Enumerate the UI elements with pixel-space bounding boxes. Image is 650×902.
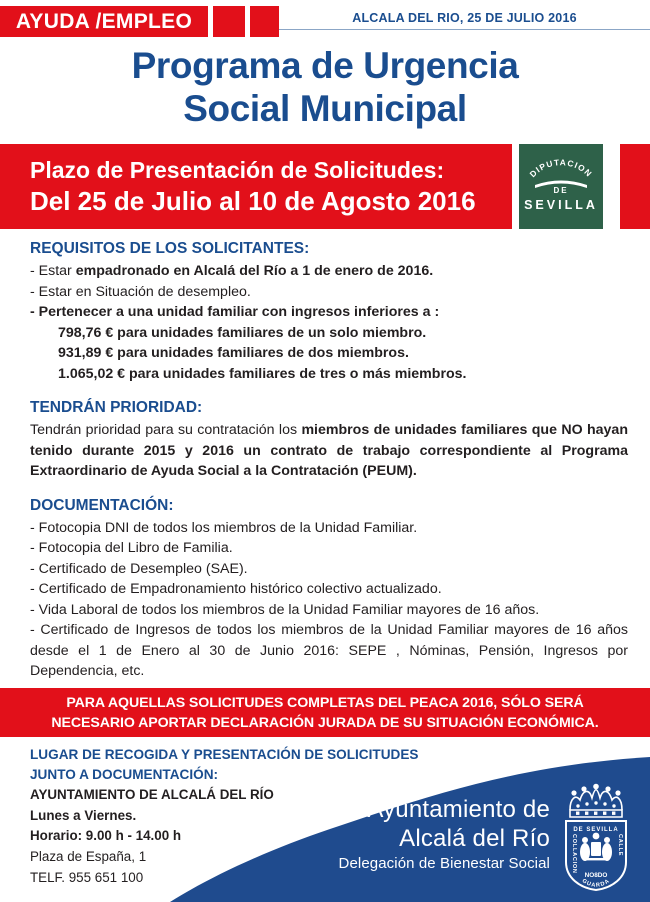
footer-horario: Horario: 9.00 h - 14.00 h (30, 828, 182, 843)
svg-text:COLLACION: COLLACION (571, 834, 577, 874)
requisitos-item-2: - Estar en Situación de desempleo. (30, 283, 251, 300)
svg-text:GUARDA: GUARDA (580, 878, 612, 889)
svg-text:DIPUTACION: DIPUTACION (527, 157, 595, 180)
peaca-banner (0, 688, 650, 737)
prioridad-paragraph (30, 420, 628, 482)
prioridad-text-plain: Tendrán prioridad para su contratación los (30, 422, 302, 438)
requisitos-amount-3: 1.065,02 € para unidades familiares de tres o más miembros. (58, 365, 467, 382)
footer-brand-line2: Alcalá del Río (399, 825, 550, 852)
header-red-square-1 (213, 6, 245, 37)
documentacion-item: - Certificado de Desempleo (SAE). (30, 560, 248, 577)
requisitos-heading: REQUISITOS DE LOS SOLICITANTES: (30, 240, 310, 257)
diputacion-de-label: DE (553, 186, 569, 195)
footer-brand-line1: Ayuntamiento de (367, 796, 550, 823)
page-title (0, 44, 650, 130)
footer (0, 737, 650, 902)
requisitos-amount-2: 931,89 € para unidades familiares de dos miembros. (58, 345, 409, 361)
footer-lugar-line2: JUNTO A DOCUMENTACIÓN: (30, 767, 219, 782)
prioridad-text-bold: miembros de unidades familiares que NO hayan tenido durante 2015 y 2016 un contrato de trabajo correspondiente al Programa Extraordinario de Ayuda Social a la Contratación (PEUM). (30, 422, 628, 479)
ayuda-empleo-tag: AYUDA /EMPLEO (0, 6, 208, 37)
requisitos-item-3: - Pertenecer a una unidad familiar con ingresos inferiores a : (30, 304, 440, 320)
documentacion-item: - Vida Laboral de todos los miembros de la Unidad Familiar mayores de 16 años. (30, 601, 540, 618)
footer-direccion: Plaza de España, 1 (30, 849, 147, 864)
documentacion-item: - Fotocopia DNI de todos los miembros de la Unidad Familiar. (30, 519, 418, 536)
peaca-line2: NECESARIO APORTAR DECLARACIÓN JURADA DE SU SITUACIÓN ECONÓMICA. (51, 714, 599, 731)
deadline-line1: Plazo de Presentación de Solicitudes: (30, 157, 445, 183)
footer-telefono: TELF. 955 651 100 (30, 870, 144, 885)
page-title-line2: Social Municipal (183, 88, 467, 129)
prioridad-heading: TENDRÁN PRIORIDAD: (30, 399, 203, 416)
header-red-block-right (620, 144, 650, 229)
footer-brand-subtitle: Delegación de Bienestar Social (338, 855, 550, 872)
requisitos-amount-1: 798,76 € para unidades familiares de un solo miembro. (58, 324, 427, 341)
requisitos-item-1 (30, 261, 632, 282)
svg-text:CALLE: CALLE (617, 834, 623, 857)
spacer-documentacion (0, 482, 650, 497)
crest-motto: NO8DO (584, 872, 608, 879)
crest-top-label: DE SEVILLA (573, 827, 619, 833)
footer-ayuntamiento: AYUNTAMIENTO DE ALCALÁ DEL RÍO (30, 787, 274, 802)
diputacion-sevilla-logo (519, 144, 603, 229)
header-red-square-2 (250, 6, 279, 37)
deadline-line2: Del 25 de Julio al 10 de Agosto 2016 (30, 186, 476, 216)
peaca-line1: PARA AQUELLAS SOLICITUDES COMPLETAS DEL PEACA 2016, SÓLO SERÁ (66, 694, 584, 711)
footer-lugar-line1: LUGAR DE RECOGIDA Y PRESENTACIÓN DE SOLICITUDES (30, 747, 419, 762)
documentacion-heading: DOCUMENTACIÓN: (30, 496, 174, 514)
deadline-banner (0, 144, 512, 229)
header-date: ALCALA DEL RIO, 25 DE JULIO 2016 (352, 11, 577, 25)
requisitos-item-1-bold: empadronado en Alcalá del Río a 1 de enero de 2016. (75, 263, 434, 279)
spacer-prioridad (0, 384, 650, 399)
documentacion-item: - Certificado de Empadronamiento histórico colectivo actualizado. (30, 581, 442, 597)
documentacion-item: - Fotocopia del Libro de Familia. (30, 540, 233, 556)
header-rule (279, 29, 650, 30)
footer-dias: Lunes a Viernes. (30, 808, 137, 823)
documentacion-item-last: - Certificado de Ingresos de todos los miembros de la Unidad Familiar mayores de 16 años desde el 1 de Enero al 30 de Junio 2016: SEPE , Nóminas, Pensión, Ingresos por Dependencia, etc. (30, 622, 628, 679)
page-title-line1: Programa de Urgencia (131, 45, 519, 86)
footer-brand (300, 795, 550, 875)
content-body (0, 240, 650, 682)
requisitos-item-1-plain: - Estar (30, 263, 76, 279)
alcala-del-rio-crest-icon (556, 780, 636, 892)
diputacion-provincia-label: SEVILLA (524, 198, 598, 212)
